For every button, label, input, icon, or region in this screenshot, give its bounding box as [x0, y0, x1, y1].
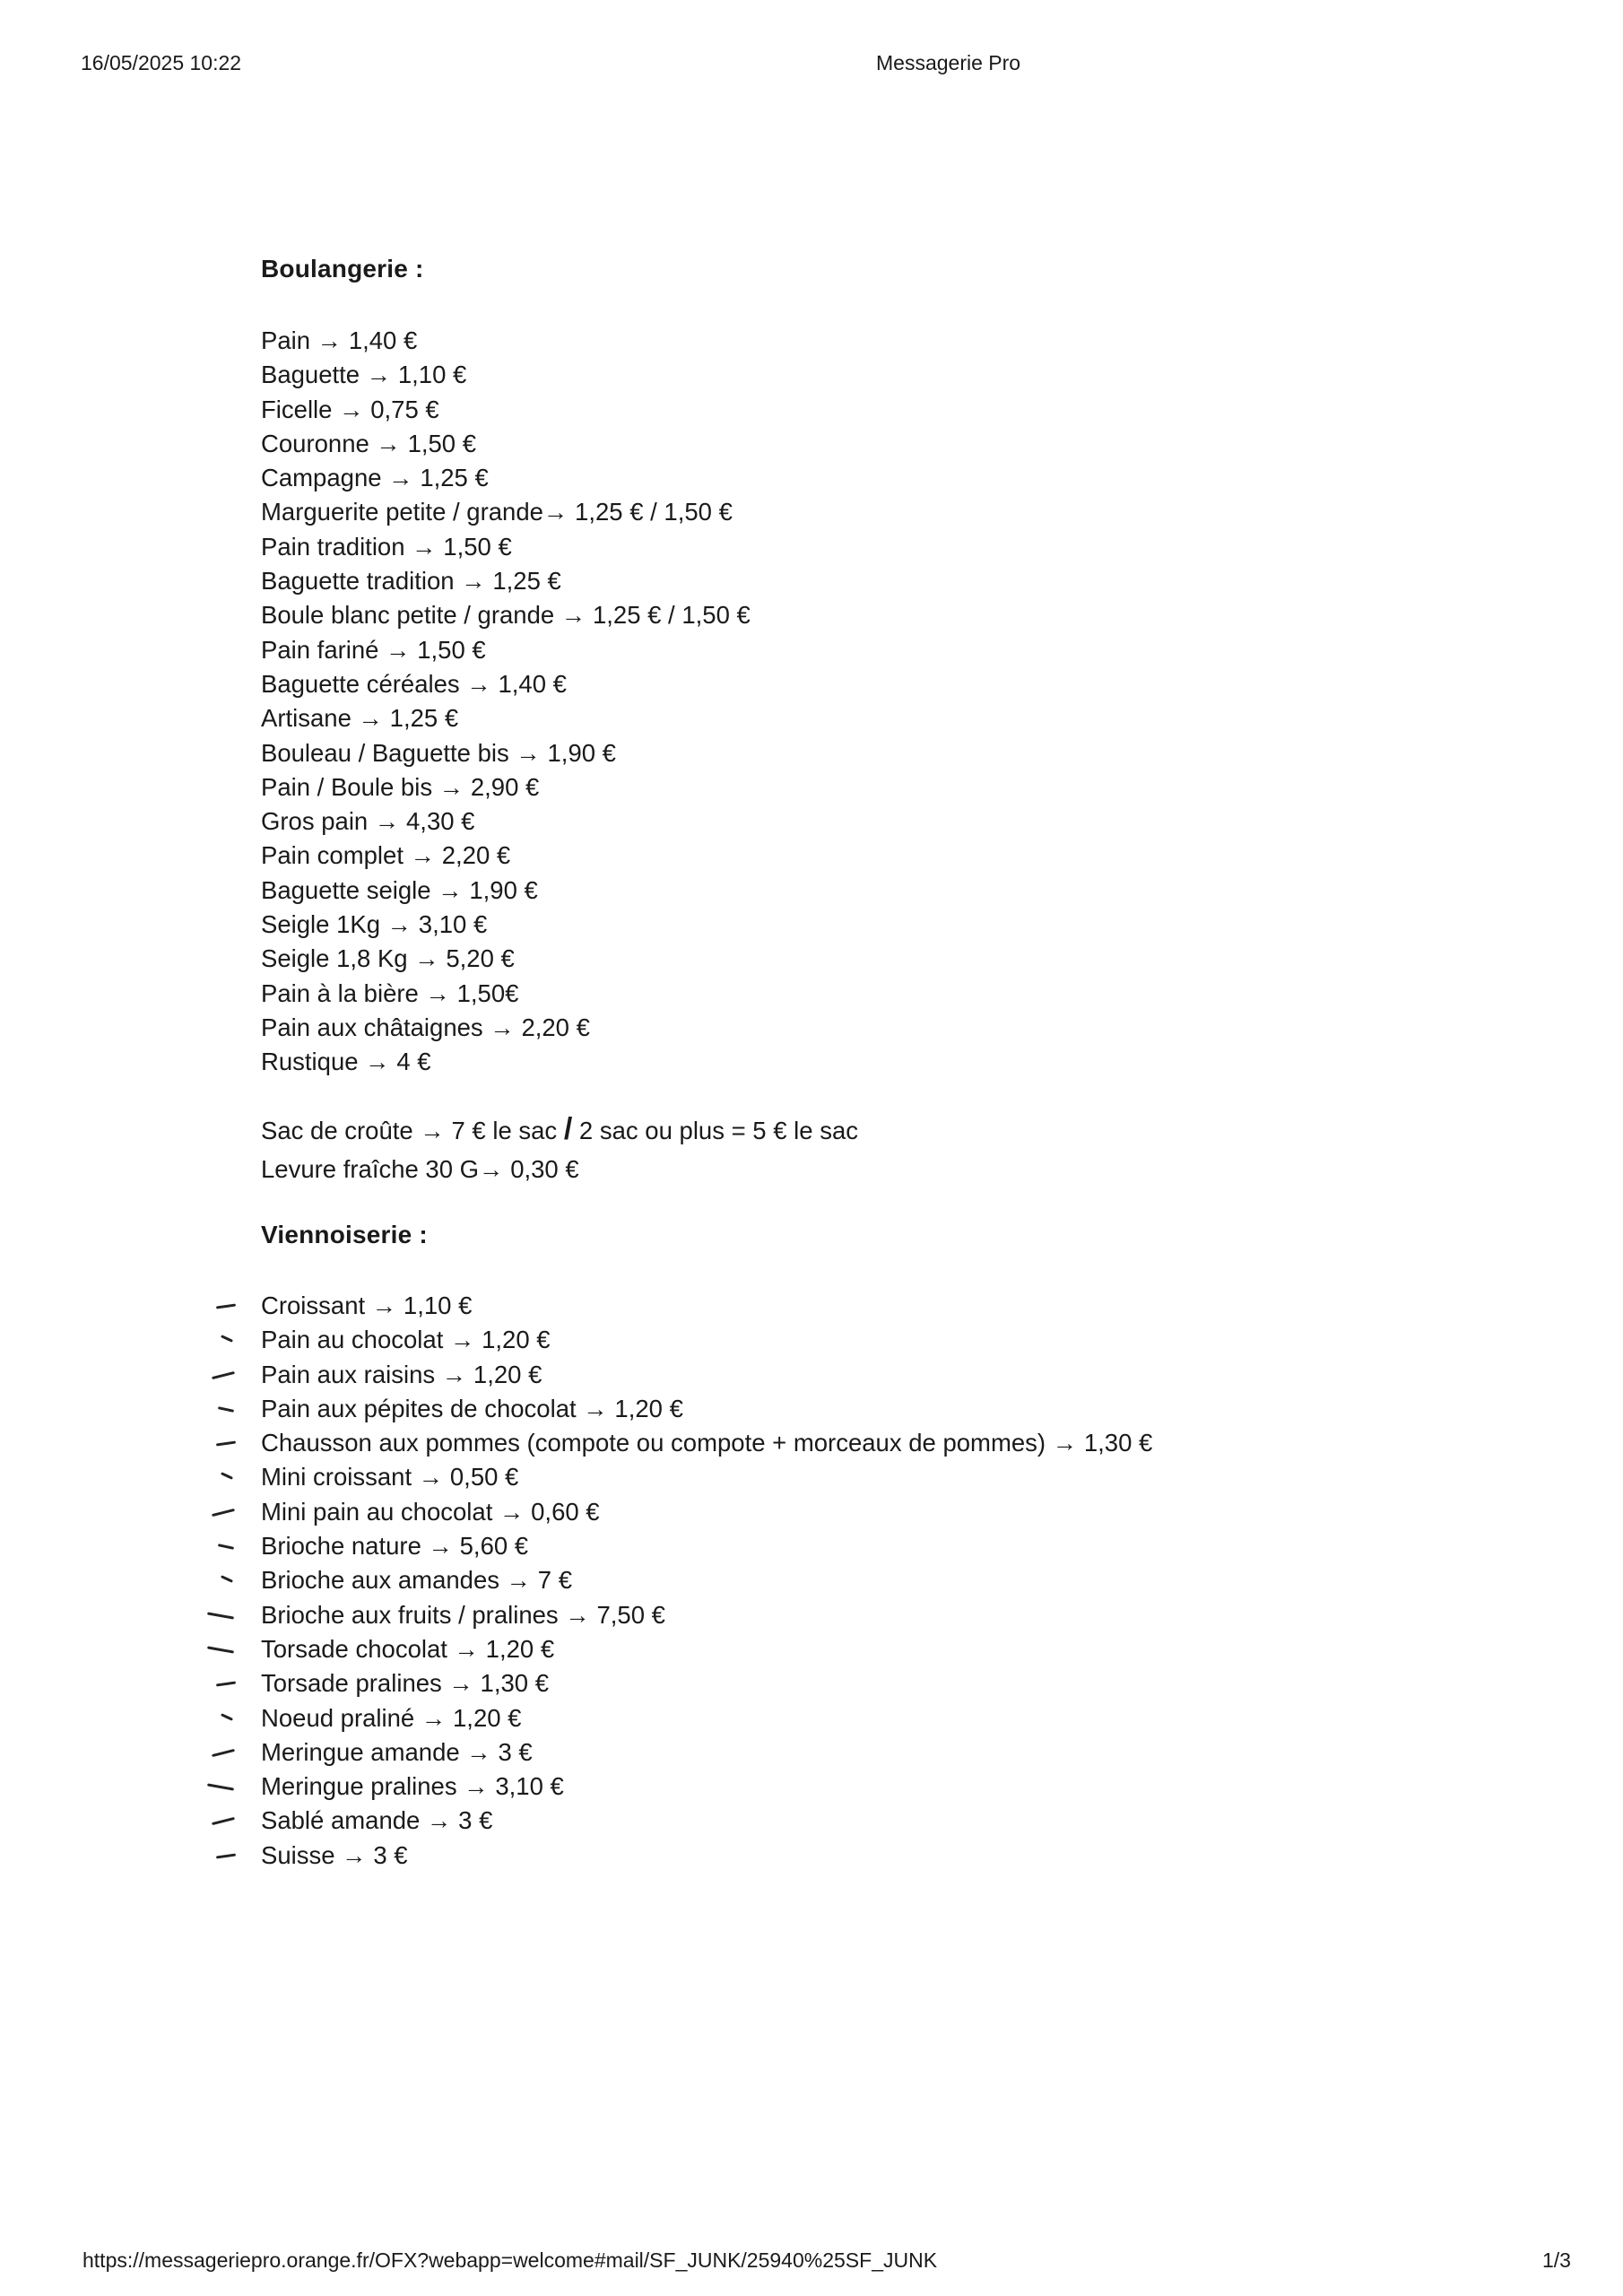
list-item: Campagne → 1,25 €	[261, 464, 489, 492]
slash-mark: /	[563, 1112, 573, 1146]
list-item: Gros pain → 4,30 €	[261, 807, 475, 836]
list-item: Seigle 1,8 Kg → 5,20 €	[261, 944, 515, 973]
list-item: Ficelle → 0,75 €	[261, 395, 439, 423]
handwritten-tick-mark	[221, 1335, 233, 1343]
list-item: Couronne → 1,50 €	[261, 429, 477, 457]
list-item: Rustique → 4 €	[261, 1048, 431, 1076]
list-item: Meringue pralines → 3,10 €	[261, 1770, 1152, 1804]
list-item: Brioche aux fruits / pralines → 7,50 €	[261, 1598, 1152, 1632]
handwritten-tick-mark	[218, 1406, 234, 1413]
handwritten-tick-mark	[221, 1576, 233, 1584]
list-item: Torsade pralines → 1,30 €	[261, 1666, 1152, 1700]
boulangerie-price-list	[261, 324, 751, 1080]
list-item: Pain complet → 2,20 €	[261, 841, 511, 870]
list-item: Baguette céréales → 1,40 €	[261, 669, 567, 698]
list-item: Pain tradition → 1,50 €	[261, 532, 512, 561]
print-header-title: Messagerie Pro	[876, 51, 1021, 74]
list-item: Pain / Boule bis → 2,90 €	[261, 772, 540, 801]
handwritten-tick-mark	[212, 1817, 235, 1825]
handwritten-tick-mark	[216, 1682, 236, 1687]
list-item: Chausson aux pommes (compote ou compote + morceaux de pommes) → 1,30 €	[261, 1426, 1152, 1460]
handwritten-tick-mark	[207, 1784, 234, 1791]
section-title-viennoiserie: Viennoiserie :	[261, 1221, 428, 1248]
list-item: Pain aux châtaignes → 2,20 €	[261, 1013, 590, 1041]
list-item: Pain aux raisins → 1,20 €	[261, 1358, 1152, 1392]
section-title-boulangerie: Boulangerie :	[261, 255, 424, 283]
list-item: Noeud praliné → 1,20 €	[261, 1701, 1152, 1735]
handwritten-tick-mark	[207, 1646, 234, 1653]
handwritten-tick-mark	[221, 1473, 233, 1481]
sac-de-croute-text: Sac de croûte → 7 € le sac	[261, 1117, 564, 1144]
handwritten-tick-mark	[207, 1612, 234, 1619]
list-item: Boule blanc petite / grande → 1,25 € / 1,50 €	[261, 601, 751, 630]
list-item: Bouleau / Baguette bis → 1,90 €	[261, 738, 616, 767]
list-item: Mini pain au chocolat → 0,60 €	[261, 1495, 1152, 1529]
list-item: Pain → 1,40 €	[261, 326, 418, 354]
list-item: Baguette → 1,10 €	[261, 361, 467, 389]
sac-de-croute-discount: 2 sac ou plus = 5 € le sac	[572, 1117, 859, 1144]
handwritten-tick-mark	[216, 1441, 236, 1447]
list-item: Mini croissant → 0,50 €	[261, 1460, 1152, 1494]
list-item: Sablé amande → 3 €	[261, 1804, 1152, 1838]
list-item: Seigle 1Kg → 3,10 €	[261, 910, 488, 939]
list-item: Croissant → 1,10 €	[261, 1289, 1152, 1323]
viennoiserie-price-list	[261, 1289, 1152, 1873]
list-item: Baguette tradition → 1,25 €	[261, 567, 561, 596]
handwritten-tick-mark	[216, 1303, 236, 1309]
list-item: Brioche aux amandes → 7 €	[261, 1563, 1152, 1597]
handwritten-tick-mark	[221, 1713, 233, 1721]
sac-de-croute-line	[261, 1112, 858, 1147]
list-item: Pain au chocolat → 1,20 €	[261, 1323, 1152, 1357]
print-datetime: 16/05/2025 10:22	[81, 51, 242, 74]
list-item: Artisane → 1,25 €	[261, 704, 459, 733]
handwritten-tick-mark	[216, 1853, 236, 1858]
list-item: Pain fariné → 1,50 €	[261, 635, 486, 664]
list-item: Marguerite petite / grande→ 1,25 € / 1,50 €	[261, 498, 733, 526]
print-page-number: 1/3	[1542, 2248, 1571, 2272]
print-footer-url: https://messageriepro.orange.fr/OFX?webapp=welcome#mail/SF_JUNK/25940%25SF_JUNK	[82, 2248, 938, 2272]
handwritten-tick-mark	[212, 1749, 235, 1757]
handwritten-tick-mark	[212, 1509, 235, 1517]
handwritten-tick-mark	[218, 1544, 234, 1550]
list-item: Suisse → 3 €	[261, 1839, 1152, 1873]
list-item: Pain à la bière → 1,50€	[261, 978, 519, 1007]
list-item: Brioche nature → 5,60 €	[261, 1529, 1152, 1563]
list-item: Meringue amande → 3 €	[261, 1735, 1152, 1770]
levure-line: Levure fraîche 30 G→ 0,30 €	[261, 1155, 579, 1183]
list-item: Torsade chocolat → 1,20 €	[261, 1632, 1152, 1666]
list-item: Pain aux pépites de chocolat → 1,20 €	[261, 1392, 1152, 1426]
handwritten-tick-mark	[212, 1370, 235, 1378]
list-item: Baguette seigle → 1,90 €	[261, 875, 538, 904]
